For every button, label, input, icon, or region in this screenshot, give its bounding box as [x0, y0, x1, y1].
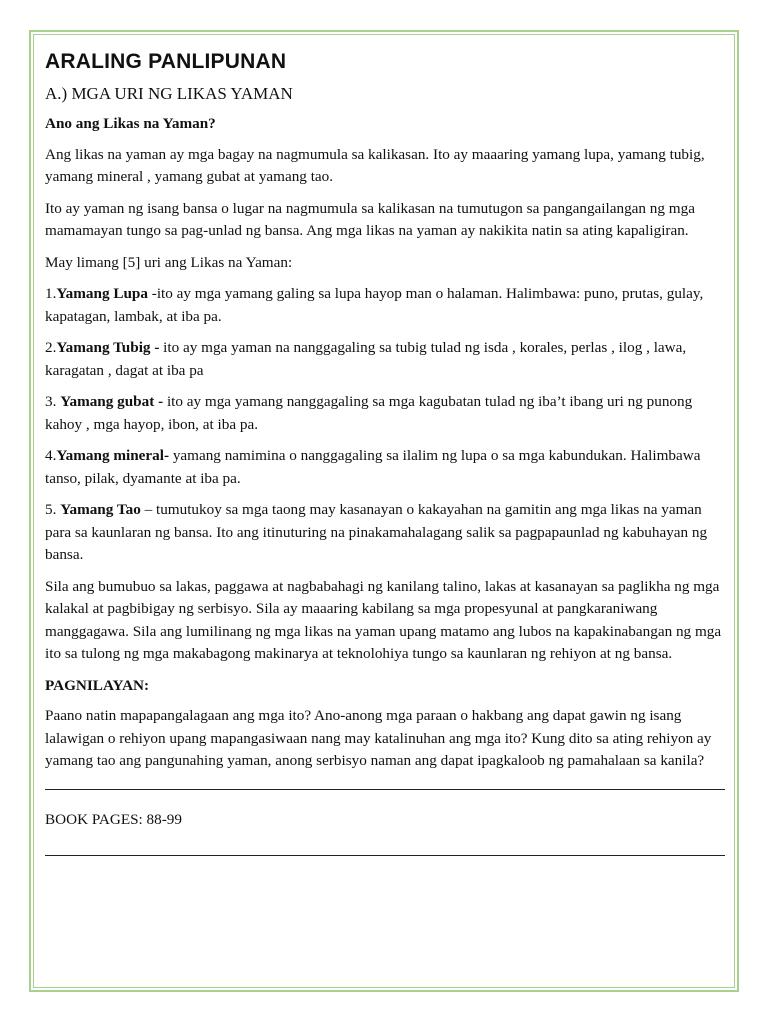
- paragraph-explanation: Ito ay yaman ng isang bansa o lugar na nagmumula sa kalikasan na tumutugon sa pangangailangan ng mga mamamayan tungo sa pag-unlad ng bansa. Ang mga likas na yaman ay nakikita natin sa ating kapaligiran.: [45, 199, 695, 239]
- paragraph-types-intro: May limang [5] uri ang Likas na Yaman:: [45, 253, 293, 271]
- list-item-number: 2.: [45, 339, 57, 356]
- list-item-term: Yamang Tao: [60, 501, 141, 518]
- list-item-number: 4.: [45, 447, 57, 464]
- list-item-term: Yamang Lupa: [56, 285, 148, 302]
- answer-line: [45, 789, 725, 790]
- paragraph-human-resources: Sila ang bumubuo sa lakas, paggawa at nagbabahagi ng kanilang talino, lakas at kasanayan sa paglikha ng mga kalakal at pagbibigay ng serbisyo. Sila ay maaaring kabilang sa mga propesyunal at pangkaraniwang manggagawa. Sila ang lumilinang ng mga likas na yaman upang matamo ang lubos na kapakinabangan ng mga ito sa tulong ng mga makabagong makinarya at teknolohiya tungo sa kaunlaran ng rehiyon at ng bansa.: [45, 577, 722, 662]
- list-item-term: Yamang mineral-: [56, 447, 170, 464]
- reflection-heading: PAGNILAYAN:: [45, 676, 150, 694]
- worksheet-content: [45, 48, 725, 875]
- section-heading: A.) MGA URI NG LIKAS YAMAN: [45, 84, 293, 103]
- paragraph-definition: Ang likas na yaman ay mga bagay na nagmumula sa kalikasan. Ito ay maaaring yamang lupa, yamang tubig, yamang mineral , yamang gubat at yamang tao.: [45, 145, 705, 185]
- list-item-number: 5.: [45, 501, 61, 518]
- reflection-text: Paano natin mapapangalagaan ang mga ito? Ano-anong mga paraan o hakbang ang dapat gawin ng isang lalawigan o rehiyon upang mapangasiwaan nang may katalinuhan ang mga ito? Kung dito sa ating rehiyon ay yamang tao ang pangunahing yaman, anong serbisyo naman ang dapat ipagkaloob ng pamahalaan sa kanila?: [45, 707, 712, 769]
- list-item: [45, 391, 725, 436]
- list-item-text: ito ay mga yaman na nanggagaling sa tubig tulad ng isda , korales, perlas , ilog , lawa, karagatan , dagat at iba pa: [45, 339, 687, 379]
- list-item: [45, 337, 725, 382]
- list-item-text: – tumutukoy sa mga taong may kasanayan o kakayahan na gamitin ang mga likas na yaman para sa kaunlaran ng bansa. Ito ang itinuturing na pinakamahalagang salik sa pagpapaunlad ng kabuhayan ng bansa.: [45, 501, 708, 563]
- page-title: ARALING PANLIPUNAN: [45, 50, 287, 73]
- list-item-text: -ito ay mga yamang galing sa lupa hayop man o halaman. Halimbawa: puno, prutas, gulay, kapatagan, lambak, at iba pa.: [45, 285, 704, 325]
- list-item-text: yamang namimina o nanggagaling sa ilalim ng lupa o sa mga kabundukan. Halimbawa tanso, pilak, dyamante at iba pa.: [45, 447, 701, 487]
- book-pages: BOOK PAGES: 88-99: [45, 810, 182, 828]
- list-item-term: Yamang Tubig -: [56, 339, 160, 356]
- list-item: [45, 499, 725, 567]
- question-heading: Ano ang Likas na Yaman?: [45, 115, 216, 132]
- list-item-text: ito ay mga yamang nanggagaling sa mga kagubatan tulad ng iba’t ibang uri ng punong kahoy , mga hayop, ibon, at iba pa.: [45, 393, 693, 433]
- list-item-term: Yamang gubat -: [60, 393, 164, 410]
- list-item: [45, 283, 725, 328]
- list-item: [45, 445, 725, 490]
- answer-line: [45, 855, 725, 856]
- list-item-number: 3.: [45, 393, 61, 410]
- list-item-number: 1.: [45, 285, 57, 302]
